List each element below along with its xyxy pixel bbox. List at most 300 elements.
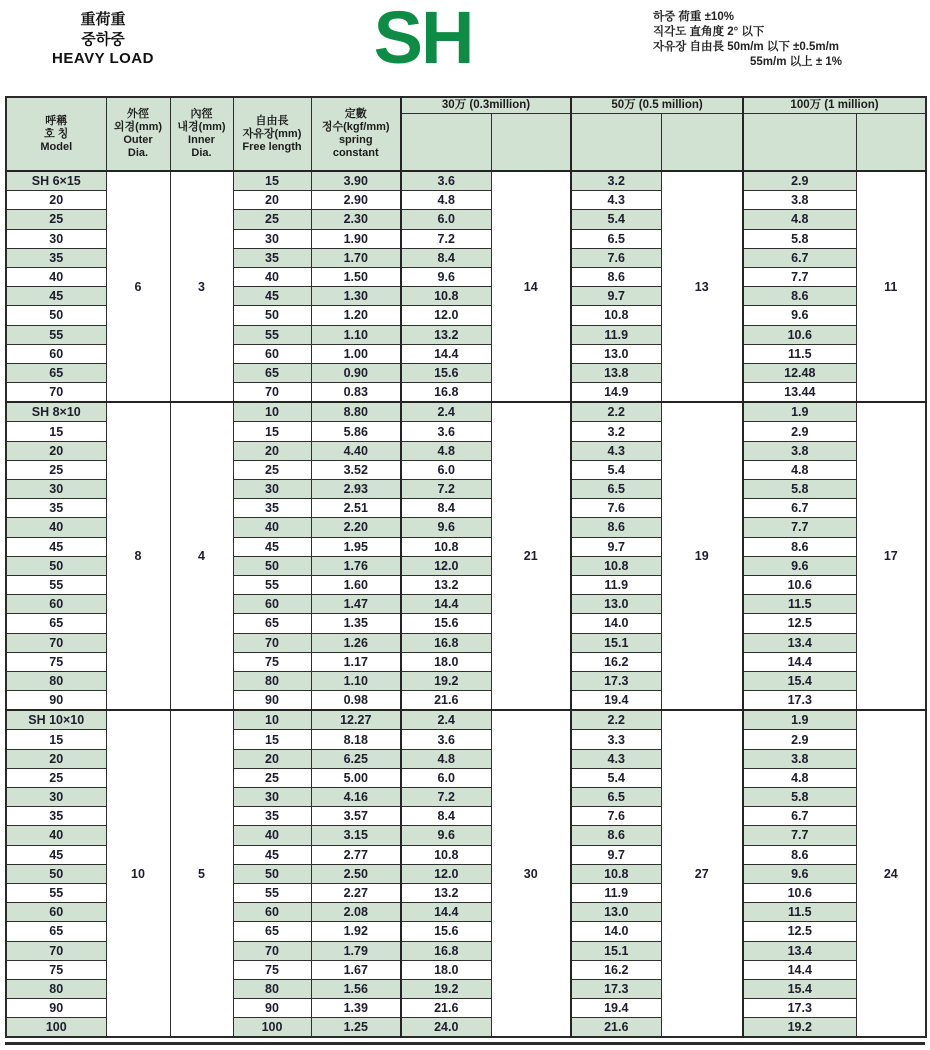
deflection-05m-cell: 8.6	[571, 518, 661, 537]
spring-constant-cell: 1.76	[311, 556, 401, 575]
spec-table-head	[6, 97, 926, 171]
deflection-05m-cell: 6.5	[571, 788, 661, 807]
model-cell: 20	[6, 749, 106, 768]
free-length-cell: 55	[233, 575, 311, 594]
deflection-03m-cell: 3.6	[401, 730, 491, 749]
free-length-cell: 30	[233, 788, 311, 807]
deflection-05m-cell: 4.3	[571, 191, 661, 210]
deflection-05m-cell: 6.5	[571, 480, 661, 499]
free-length-cell: 80	[233, 979, 311, 998]
deflection-05m-cell: 9.7	[571, 845, 661, 864]
model-cell: 40	[6, 826, 106, 845]
spec-table-body	[6, 171, 926, 1037]
deflection-05m-cell: 19.4	[571, 999, 661, 1018]
inner-dia-cell: 4	[170, 402, 233, 710]
free-length-cell: 25	[233, 210, 311, 229]
model-cell: 65	[6, 614, 106, 633]
deflection-05m-cell: 7.6	[571, 499, 661, 518]
model-cell: 20	[6, 441, 106, 460]
deflection-1m-cell: 11.5	[743, 903, 856, 922]
spring-constant-cell: 1.56	[311, 979, 401, 998]
deflection-05m-cell: 16.2	[571, 960, 661, 979]
spring-constant-cell: 1.10	[311, 325, 401, 344]
deflection-03m-cell: 12.0	[401, 306, 491, 325]
spring-constant-cell: 1.26	[311, 633, 401, 652]
series-logo: SH	[373, 0, 473, 79]
deflection-1m-cell: 10.6	[743, 883, 856, 902]
logo-wrap	[193, 0, 653, 79]
spring-constant-cell: 1.20	[311, 306, 401, 325]
load-1m-cell: 11	[856, 171, 926, 402]
deflection-05m-cell: 11.9	[571, 325, 661, 344]
spring-constant-cell: 2.77	[311, 845, 401, 864]
free-length-cell: 55	[233, 883, 311, 902]
spring-constant-cell: 1.30	[311, 287, 401, 306]
col-header-free-line: 자유장(mm)	[242, 127, 302, 140]
deflection-1m-cell: 2.9	[743, 730, 856, 749]
deflection-05m-cell: 8.6	[571, 826, 661, 845]
deflection-1m-cell: 1.9	[743, 402, 856, 422]
model-cell: 100	[6, 1018, 106, 1038]
free-length-cell: 15	[233, 171, 311, 191]
load-header-0	[491, 114, 571, 172]
deflection-1m-cell: 15.4	[743, 979, 856, 998]
deflection-05m-cell: 9.7	[571, 287, 661, 306]
inner-dia-cell: 3	[170, 171, 233, 402]
free-length-cell: 10	[233, 402, 311, 422]
deflection-03m-cell: 14.4	[401, 903, 491, 922]
load-header-2	[856, 114, 926, 172]
bottom-rule	[5, 1042, 925, 1045]
deflection-1m-cell: 3.8	[743, 191, 856, 210]
free-length-cell: 50	[233, 306, 311, 325]
col-header-inner-line: Inner	[188, 134, 215, 146]
free-length-cell: 25	[233, 460, 311, 479]
spring-constant-cell: 3.15	[311, 826, 401, 845]
spring-constant-cell: 1.50	[311, 267, 401, 286]
spring-constant-cell: 2.50	[311, 864, 401, 883]
free-length-cell: 60	[233, 903, 311, 922]
spring-constant-cell: 1.95	[311, 537, 401, 556]
deflection-1m-cell: 4.8	[743, 768, 856, 787]
deflection-03m-cell: 15.6	[401, 922, 491, 941]
deflection-03m-cell: 15.6	[401, 614, 491, 633]
model-cell: 25	[6, 210, 106, 229]
free-length-cell: 30	[233, 480, 311, 499]
deflection-03m-cell: 12.0	[401, 556, 491, 575]
deflection-03m-cell: 12.0	[401, 864, 491, 883]
col-header-free	[233, 97, 311, 171]
deflection-05m-cell: 15.1	[571, 633, 661, 652]
col-header-spring-line: 定數	[344, 108, 367, 120]
free-length-cell: 20	[233, 749, 311, 768]
free-length-cell: 100	[233, 1018, 311, 1038]
header-row-groups	[6, 97, 926, 114]
spring-constant-cell: 12.27	[311, 710, 401, 730]
deflection-1m-cell: 10.6	[743, 575, 856, 594]
deflection-1m-cell: 8.6	[743, 537, 856, 556]
deflection-03m-cell: 14.4	[401, 595, 491, 614]
deflection-1m-cell: 10.6	[743, 325, 856, 344]
col-header-spring-line: spring	[338, 134, 373, 146]
deflection-03m-cell: 13.2	[401, 883, 491, 902]
deflection-05m-cell: 7.6	[571, 248, 661, 267]
deflection-03m-cell: 13.2	[401, 325, 491, 344]
spec-table	[5, 96, 927, 1038]
deflection-03m-cell: 3.6	[401, 422, 491, 441]
outer-dia-cell: 10	[106, 710, 170, 1037]
deflection-03m-cell: 3.6	[401, 171, 491, 191]
deflection-05m-cell: 13.0	[571, 344, 661, 363]
deflection-1m-cell: 4.8	[743, 210, 856, 229]
deflection-1m-cell: 5.8	[743, 229, 856, 248]
deflection-03m-cell: 7.2	[401, 480, 491, 499]
deflection-1m-cell: 2.9	[743, 422, 856, 441]
model-cell: 60	[6, 344, 106, 363]
spec-row	[6, 171, 926, 191]
free-length-cell: 35	[233, 807, 311, 826]
spec-row	[6, 710, 926, 730]
spring-constant-cell: 2.27	[311, 883, 401, 902]
group-header-2	[743, 97, 926, 114]
deflection-03m-cell: 9.6	[401, 518, 491, 537]
deflection-05m-cell: 13.8	[571, 363, 661, 382]
model-cell: 75	[6, 960, 106, 979]
load-03m-cell: 14	[491, 171, 571, 402]
deflection-1m-cell: 13.4	[743, 633, 856, 652]
deflection-1m-cell: 13.44	[743, 383, 856, 403]
load-1m-cell: 24	[856, 710, 926, 1037]
deflection-05m-cell: 3.2	[571, 422, 661, 441]
deflection-1m-cell: 8.6	[743, 287, 856, 306]
deflection-05m-cell: 15.1	[571, 941, 661, 960]
deflection-1m-cell: 7.7	[743, 826, 856, 845]
group-header-1	[571, 97, 743, 114]
deflection-05m-cell: 13.0	[571, 903, 661, 922]
free-length-cell: 10	[233, 710, 311, 730]
deflection-05m-cell: 21.6	[571, 1018, 661, 1038]
model-cell: 65	[6, 922, 106, 941]
model-cell: 25	[6, 768, 106, 787]
deflection-header-0	[401, 114, 491, 172]
deflection-1m-cell: 17.3	[743, 691, 856, 711]
deflection-1m-cell: 12.5	[743, 922, 856, 941]
spring-constant-cell: 6.25	[311, 749, 401, 768]
free-length-cell: 65	[233, 363, 311, 382]
free-length-cell: 35	[233, 248, 311, 267]
deflection-1m-cell: 11.5	[743, 595, 856, 614]
deflection-03m-cell: 16.8	[401, 941, 491, 960]
col-header-spring-line: constant	[332, 147, 379, 159]
free-length-cell: 90	[233, 691, 311, 711]
deflection-05m-cell: 16.2	[571, 652, 661, 671]
model-cell: 55	[6, 883, 106, 902]
model-cell: 55	[6, 325, 106, 344]
free-length-cell: 50	[233, 864, 311, 883]
deflection-05m-cell: 14.0	[571, 614, 661, 633]
spring-constant-cell: 2.20	[311, 518, 401, 537]
deflection-05m-cell: 11.9	[571, 575, 661, 594]
free-length-cell: 35	[233, 499, 311, 518]
col-header-spring	[311, 97, 401, 171]
spring-constant-cell: 2.93	[311, 480, 401, 499]
deflection-05m-cell: 11.9	[571, 883, 661, 902]
deflection-03m-cell: 19.2	[401, 979, 491, 998]
spring-constant-cell: 4.16	[311, 788, 401, 807]
deflection-03m-cell: 9.6	[401, 267, 491, 286]
model-cell: 35	[6, 807, 106, 826]
deflection-05m-cell: 5.4	[571, 768, 661, 787]
free-length-cell: 70	[233, 383, 311, 403]
deflection-05m-cell: 3.2	[571, 171, 661, 191]
spring-constant-cell: 1.39	[311, 999, 401, 1018]
free-length-cell: 75	[233, 652, 311, 671]
load-05m-cell: 27	[661, 710, 743, 1037]
deflection-03m-cell: 10.8	[401, 537, 491, 556]
spring-constant-cell: 2.90	[311, 191, 401, 210]
deflection-1m-cell: 5.8	[743, 788, 856, 807]
model-cell: 15	[6, 422, 106, 441]
spring-constant-cell: 1.92	[311, 922, 401, 941]
model-cell: 45	[6, 287, 106, 306]
model-cell: 70	[6, 941, 106, 960]
outer-dia-cell: 6	[106, 171, 170, 402]
deflection-03m-cell: 21.6	[401, 691, 491, 711]
deflection-03m-cell: 8.4	[401, 248, 491, 267]
load-05m-cell: 19	[661, 402, 743, 710]
free-length-cell: 40	[233, 826, 311, 845]
model-cell: 20	[6, 191, 106, 210]
deflection-1m-cell: 11.5	[743, 344, 856, 363]
deflection-1m-cell: 9.6	[743, 864, 856, 883]
free-length-cell: 15	[233, 730, 311, 749]
deflection-1m-cell: 13.4	[743, 941, 856, 960]
group-header-label: 50万 (0.5 million)	[611, 99, 703, 111]
col-header-outer-line: 외경(mm)	[113, 121, 163, 133]
col-header-outer	[106, 97, 170, 171]
spring-constant-cell: 4.40	[311, 441, 401, 460]
spring-constant-cell: 0.90	[311, 363, 401, 382]
col-header-spring-line: 정수(kgf/mm)	[321, 121, 390, 133]
spring-constant-cell: 1.25	[311, 1018, 401, 1038]
free-length-cell: 45	[233, 537, 311, 556]
spec-row	[6, 402, 926, 422]
deflection-05m-cell: 10.8	[571, 306, 661, 325]
note-free-length-2: 55m/m 以上 ± 1%	[750, 56, 842, 68]
model-cell: 25	[6, 460, 106, 479]
deflection-03m-cell: 21.6	[401, 999, 491, 1018]
spring-constant-cell: 3.90	[311, 171, 401, 191]
deflection-03m-cell: 15.6	[401, 363, 491, 382]
spring-constant-cell: 5.86	[311, 422, 401, 441]
group-header-label: 30万 (0.3million)	[441, 99, 531, 111]
free-length-cell: 55	[233, 325, 311, 344]
deflection-1m-cell: 2.9	[743, 171, 856, 191]
free-length-cell: 70	[233, 941, 311, 960]
free-length-cell: 40	[233, 518, 311, 537]
col-header-model-line: 호 칭	[44, 127, 69, 140]
model-cell: 60	[6, 903, 106, 922]
model-cell: SH 6×15	[6, 171, 106, 191]
spring-constant-cell: 1.35	[311, 614, 401, 633]
col-header-inner-line: Dia.	[191, 147, 212, 159]
model-cell: 65	[6, 363, 106, 382]
spring-constant-cell: 1.70	[311, 248, 401, 267]
deflection-05m-cell: 14.9	[571, 383, 661, 403]
spring-constant-cell: 1.79	[311, 941, 401, 960]
deflection-1m-cell: 14.4	[743, 652, 856, 671]
spring-constant-cell: 1.90	[311, 229, 401, 248]
load-1m-cell: 17	[856, 402, 926, 710]
model-cell: 55	[6, 575, 106, 594]
free-length-cell: 75	[233, 960, 311, 979]
spring-constant-cell: 3.57	[311, 807, 401, 826]
deflection-03m-cell: 10.8	[401, 845, 491, 864]
deflection-03m-cell: 7.2	[401, 229, 491, 248]
spring-constant-cell: 8.80	[311, 402, 401, 422]
spring-constant-cell: 2.08	[311, 903, 401, 922]
title-english: HEAVY LOAD	[52, 50, 154, 67]
free-length-cell: 90	[233, 999, 311, 1018]
spring-constant-cell: 2.30	[311, 210, 401, 229]
model-cell: 50	[6, 556, 106, 575]
deflection-05m-cell: 4.3	[571, 441, 661, 460]
free-length-cell: 70	[233, 633, 311, 652]
deflection-03m-cell: 8.4	[401, 807, 491, 826]
model-cell: 50	[6, 306, 106, 325]
deflection-1m-cell: 12.48	[743, 363, 856, 382]
deflection-05m-cell: 10.8	[571, 556, 661, 575]
model-cell: 70	[6, 383, 106, 403]
deflection-03m-cell: 14.4	[401, 344, 491, 363]
deflection-1m-cell: 3.8	[743, 749, 856, 768]
deflection-05m-cell: 7.6	[571, 807, 661, 826]
model-cell: 45	[6, 537, 106, 556]
group-header-0	[401, 97, 571, 114]
model-cell: 40	[6, 518, 106, 537]
deflection-03m-cell: 19.2	[401, 671, 491, 690]
spring-constant-cell: 2.51	[311, 499, 401, 518]
model-cell: 80	[6, 671, 106, 690]
load-05m-cell: 13	[661, 171, 743, 402]
col-header-outer-line: Dia.	[127, 147, 149, 159]
deflection-1m-cell: 8.6	[743, 845, 856, 864]
load-03m-cell: 21	[491, 402, 571, 710]
deflection-05m-cell: 19.4	[571, 691, 661, 711]
deflection-1m-cell: 7.7	[743, 518, 856, 537]
deflection-1m-cell: 7.7	[743, 267, 856, 286]
outer-dia-cell: 8	[106, 402, 170, 710]
deflection-03m-cell: 2.4	[401, 402, 491, 422]
spring-constant-cell: 1.17	[311, 652, 401, 671]
deflection-03m-cell: 8.4	[401, 499, 491, 518]
deflection-03m-cell: 18.0	[401, 960, 491, 979]
free-length-cell: 50	[233, 556, 311, 575]
model-cell: 50	[6, 864, 106, 883]
deflection-05m-cell: 17.3	[571, 671, 661, 690]
deflection-1m-cell: 5.8	[743, 480, 856, 499]
model-cell: 80	[6, 979, 106, 998]
col-header-model-line: Model	[40, 140, 73, 153]
deflection-03m-cell: 16.8	[401, 633, 491, 652]
model-cell: 45	[6, 845, 106, 864]
spring-constant-cell: 3.52	[311, 460, 401, 479]
load-class-title	[5, 6, 193, 69]
page-header	[5, 0, 925, 96]
tolerance-notes	[653, 6, 925, 70]
deflection-05m-cell: 17.3	[571, 979, 661, 998]
model-cell: 30	[6, 480, 106, 499]
deflection-05m-cell: 3.3	[571, 730, 661, 749]
title-korean: 중하중	[81, 30, 125, 48]
deflection-header-1	[571, 114, 661, 172]
model-cell: 90	[6, 691, 106, 711]
model-cell: SH 8×10	[6, 402, 106, 422]
deflection-05m-cell: 13.0	[571, 595, 661, 614]
deflection-03m-cell: 13.2	[401, 575, 491, 594]
free-length-cell: 30	[233, 229, 311, 248]
model-cell: 35	[6, 499, 106, 518]
spring-constant-cell: 1.60	[311, 575, 401, 594]
deflection-03m-cell: 4.8	[401, 191, 491, 210]
deflection-03m-cell: 10.8	[401, 287, 491, 306]
inner-dia-cell: 5	[170, 710, 233, 1037]
free-length-cell: 60	[233, 595, 311, 614]
model-cell: 70	[6, 633, 106, 652]
col-header-model	[6, 97, 106, 171]
free-length-cell: 25	[233, 768, 311, 787]
free-length-cell: 65	[233, 614, 311, 633]
model-cell: 30	[6, 788, 106, 807]
load-03m-cell: 30	[491, 710, 571, 1037]
free-length-cell: 20	[233, 191, 311, 210]
col-header-inner-line: 내경(mm)	[177, 121, 226, 133]
spring-constant-cell: 5.00	[311, 768, 401, 787]
col-header-outer-line: Outer	[123, 134, 153, 146]
free-length-cell: 20	[233, 441, 311, 460]
deflection-03m-cell: 24.0	[401, 1018, 491, 1038]
free-length-cell: 45	[233, 287, 311, 306]
free-length-cell: 40	[233, 267, 311, 286]
free-length-cell: 65	[233, 922, 311, 941]
deflection-05m-cell: 6.5	[571, 229, 661, 248]
spring-constant-cell: 1.47	[311, 595, 401, 614]
col-header-model-line: 呼稱	[45, 114, 68, 127]
deflection-1m-cell: 9.6	[743, 556, 856, 575]
deflection-05m-cell: 10.8	[571, 864, 661, 883]
deflection-05m-cell: 14.0	[571, 922, 661, 941]
note-load-tolerance: 하중 荷重 ±10%	[653, 11, 734, 23]
spring-constant-cell: 0.98	[311, 691, 401, 711]
deflection-05m-cell: 8.6	[571, 267, 661, 286]
group-header-label: 100万 (1 million)	[790, 99, 879, 111]
model-cell: SH 10×10	[6, 710, 106, 730]
deflection-1m-cell: 6.7	[743, 807, 856, 826]
note-squareness: 직각도 直角度 2° 以下	[653, 26, 765, 38]
deflection-05m-cell: 9.7	[571, 537, 661, 556]
free-length-cell: 15	[233, 422, 311, 441]
spring-constant-cell: 1.00	[311, 344, 401, 363]
model-cell: 75	[6, 652, 106, 671]
deflection-1m-cell: 6.7	[743, 499, 856, 518]
deflection-03m-cell: 2.4	[401, 710, 491, 730]
model-cell: 35	[6, 248, 106, 267]
deflection-03m-cell: 6.0	[401, 460, 491, 479]
deflection-1m-cell: 17.3	[743, 999, 856, 1018]
deflection-05m-cell: 5.4	[571, 210, 661, 229]
deflection-1m-cell: 1.9	[743, 710, 856, 730]
model-cell: 60	[6, 595, 106, 614]
